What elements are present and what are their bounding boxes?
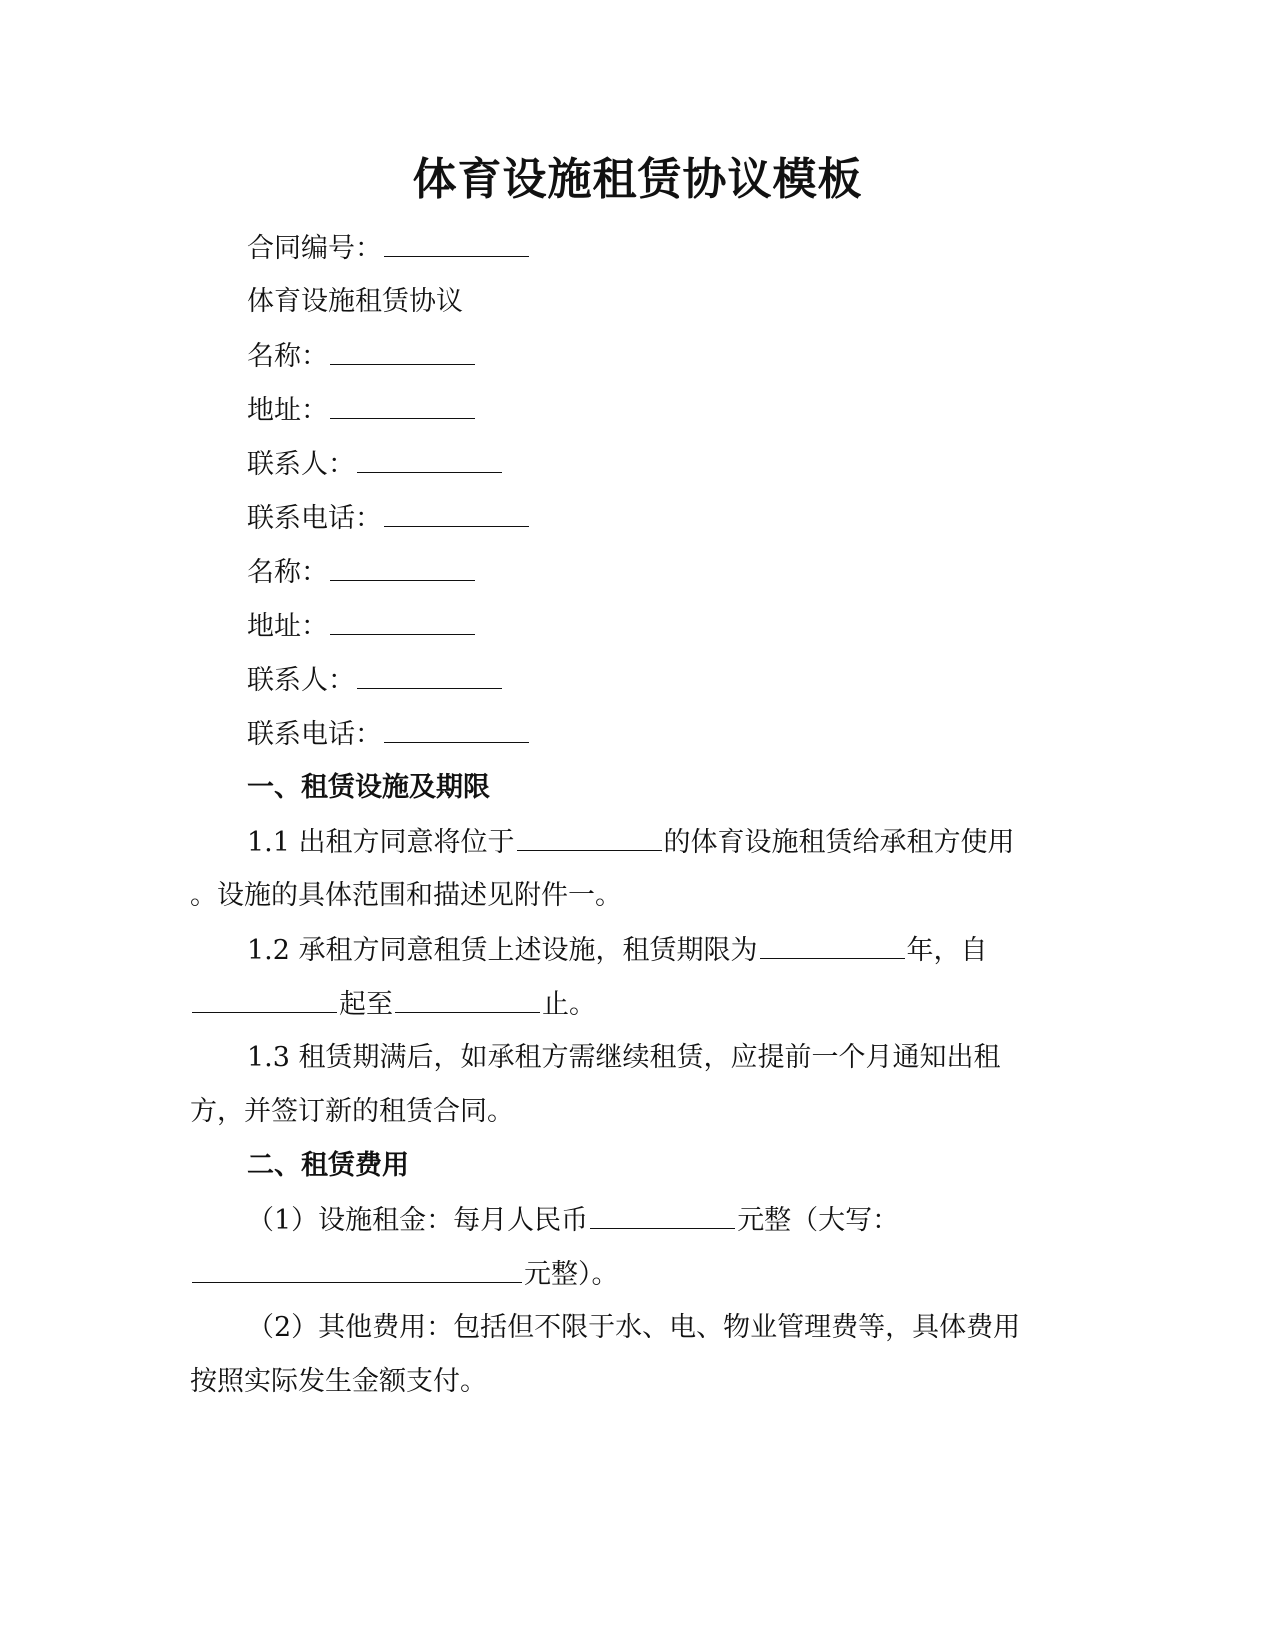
clause-1-3-line2: 方，并签订新的租赁合同。: [190, 1096, 514, 1127]
lease-start-blank[interactable]: [192, 986, 337, 1013]
party-a-name-blank[interactable]: [330, 338, 475, 365]
clause-1-2-text-a: 1.2 承租方同意租赁上述设施，租赁期限为: [247, 935, 758, 966]
party-b-address-label: 地址：: [247, 611, 328, 642]
rent-text-a: （1）设施租金：每月人民币: [247, 1205, 589, 1236]
party-a-address-label: 地址：: [247, 395, 328, 426]
section1-heading: 一、租赁设施及期限: [247, 772, 490, 803]
clause-1-1-text-a: 1.1 出租方同意将位于: [247, 827, 515, 858]
other-fees-line2: 按照实际发生金额支付。: [190, 1366, 487, 1397]
party-b-phone-label: 联系电话：: [247, 719, 382, 750]
party-a-contact-label: 联系人：: [247, 449, 355, 480]
document-title: 体育设施租赁协议模板: [412, 154, 863, 205]
facility-location-blank[interactable]: [517, 824, 662, 851]
clause-1-2-line2: [190, 986, 596, 1023]
rent-text-c: 元整）。: [524, 1259, 619, 1290]
party-b-name-line: [247, 554, 477, 591]
rent-line1: [247, 1202, 899, 1239]
party-b-address-blank[interactable]: [330, 608, 475, 635]
clause-1-1-line1: [247, 824, 1015, 861]
clause-1-1-line2: 。设施的具体范围和描述见附件一。: [190, 880, 622, 911]
party-a-contact-line: [247, 446, 504, 483]
clause-1-2-line1: [247, 932, 988, 969]
contract-number-label: 合同编号：: [247, 233, 382, 264]
party-a-phone-label: 联系电话：: [247, 503, 382, 534]
party-a-phone-blank[interactable]: [384, 500, 529, 527]
agreement-subtitle: 体育设施租赁协议: [247, 286, 463, 317]
party-b-address-line: [247, 608, 477, 645]
contract-number-line: [247, 230, 531, 267]
lease-years-blank[interactable]: [760, 932, 905, 959]
party-a-name-line: [247, 338, 477, 375]
clause-1-3-line1: 1.3 租赁期满后，如承租方需继续租赁，应提前一个月通知出租: [247, 1042, 1001, 1073]
party-a-name-label: 名称：: [247, 341, 328, 372]
rent-text-b: 元整（大写：: [737, 1205, 900, 1236]
party-a-address-blank[interactable]: [330, 392, 475, 419]
party-b-contact-label: 联系人：: [247, 665, 355, 696]
clause-1-2-text-d: 止。: [542, 989, 596, 1020]
contract-number-blank[interactable]: [384, 230, 529, 257]
clause-1-2-text-c: 起至: [339, 989, 393, 1020]
rent-line2: [190, 1256, 619, 1293]
party-b-name-label: 名称：: [247, 557, 328, 588]
party-a-address-line: [247, 392, 477, 429]
rent-uppercase-blank[interactable]: [192, 1256, 522, 1283]
other-fees-line1: （2）其他费用：包括但不限于水、电、物业管理费等，具体费用: [247, 1312, 1021, 1343]
monthly-rent-blank[interactable]: [590, 1202, 735, 1229]
party-b-phone-blank[interactable]: [384, 716, 529, 743]
clause-1-2-text-b: 年，自: [906, 935, 988, 966]
lease-end-blank[interactable]: [395, 986, 540, 1013]
party-b-phone-line: [247, 716, 531, 753]
party-b-contact-line: [247, 662, 504, 699]
section2-heading: 二、租赁费用: [247, 1150, 409, 1181]
party-b-contact-blank[interactable]: [357, 662, 502, 689]
party-a-phone-line: [247, 500, 531, 537]
party-a-contact-blank[interactable]: [357, 446, 502, 473]
clause-1-1-text-b: 的体育设施租赁给承租方使用: [663, 827, 1015, 858]
party-b-name-blank[interactable]: [330, 554, 475, 581]
